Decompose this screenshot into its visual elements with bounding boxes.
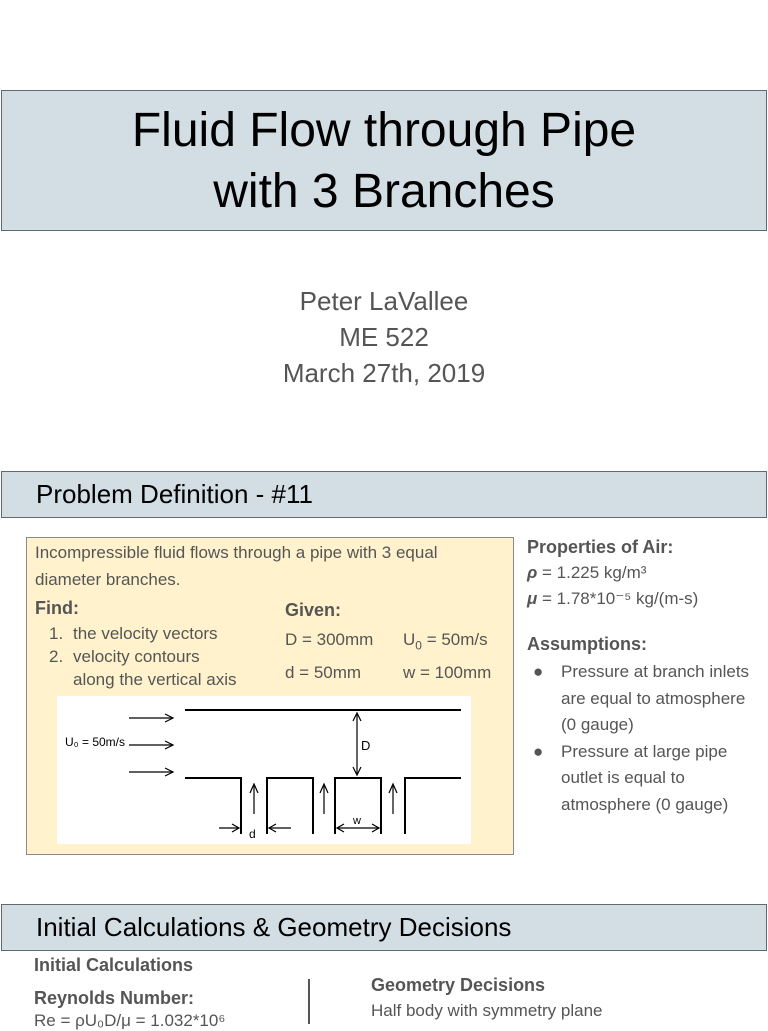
find-item-text: velocity contours: [73, 647, 200, 666]
w-label: w: [353, 815, 361, 827]
geometry-decisions-text: Half body with symmetry plane: [371, 1001, 603, 1020]
assumptions-heading: Assumptions:: [527, 634, 648, 654]
inlet-velocity-label: U₀ = 50m/s: [65, 735, 125, 749]
pipe-diagram-svg: [57, 696, 471, 844]
find-item-number: 1.: [49, 624, 64, 643]
rho-value: = 1.225 kg/m³: [537, 563, 647, 582]
assumption-item: [527, 659, 763, 739]
initial-calculations-heading: Initial Calculations: [34, 955, 194, 975]
given-w: w = 100mm: [403, 663, 492, 683]
find-item-number: 2.: [49, 647, 64, 666]
find-item-text: the velocity vectors: [73, 624, 218, 643]
title-line-1: Fluid Flow through Pipe: [131, 103, 637, 157]
given-heading: Given:: [285, 600, 342, 620]
mu-value: = 1.78*10⁻⁵ kg/(m-s): [537, 589, 699, 608]
assumption-text: Pressure at large pipe outlet is equal to atmosphere (0 gauge): [561, 741, 729, 814]
d-label: d: [249, 827, 256, 841]
find-item-2: [49, 645, 236, 668]
find-item-1: [49, 622, 236, 645]
density-value: [527, 560, 763, 586]
geometry-decisions-heading: Geometry Decisions: [371, 975, 546, 995]
title-banner: [1, 90, 767, 231]
pipe-bottom-wall-left: [185, 778, 241, 834]
pipe-bottom-wall-right: [405, 778, 461, 834]
section-heading-calculations: [1, 904, 767, 951]
column-divider: [308, 979, 310, 1024]
problem-box: [26, 537, 514, 855]
given-U0-symbol: U: [403, 630, 416, 649]
given-D: D = 300mm: [285, 630, 374, 649]
section-heading-calculations-text: Initial Calculations & Geometry Decisions: [36, 912, 512, 942]
rho-symbol: ρ: [527, 563, 538, 582]
find-list: [49, 622, 236, 691]
assumption-item: [527, 739, 763, 819]
presentation-date: March 27th, 2019: [282, 358, 486, 388]
given-U0: [403, 626, 488, 659]
find-item-text: along the vertical axis: [73, 670, 237, 689]
properties-heading: Properties of Air:: [527, 537, 674, 557]
viscosity-value: [527, 586, 763, 612]
find-item-2-cont: [49, 668, 236, 691]
problem-intro: Incompressible fluid flows through a pipe with 3 equal diameter branches.: [35, 543, 438, 589]
pipe-diagram: [57, 696, 471, 844]
find-heading: Find:: [35, 598, 79, 618]
section-heading-problem-text: Problem Definition - #11: [36, 479, 313, 509]
given-U0-subscript: 0: [415, 638, 422, 653]
air-properties-column: [527, 537, 763, 818]
calculations-area: [0, 952, 768, 1030]
assumptions-list: [527, 659, 763, 818]
section-heading-problem: [1, 471, 767, 518]
given-values: [285, 626, 491, 686]
given-U0-value: = 50m/s: [421, 630, 488, 649]
assumption-text: Pressure at branch inlets are equal to atmosphere (0 gauge): [561, 662, 750, 734]
reynolds-formula: Re = ρU₀D/μ = 1.032*10⁶: [34, 1011, 226, 1030]
author-name: Peter LaVallee: [299, 286, 469, 316]
bullet-icon: ●: [533, 662, 544, 681]
given-d: d = 50mm: [285, 663, 362, 683]
bullet-icon: ●: [533, 741, 544, 761]
course-code: ME 522: [339, 322, 429, 352]
author-block: [0, 283, 768, 391]
title-line-2: with 3 Branches: [213, 164, 555, 218]
mu-symbol: μ: [527, 589, 538, 608]
D-label: D: [361, 738, 371, 753]
reynolds-heading: Reynolds Number:: [34, 988, 195, 1008]
